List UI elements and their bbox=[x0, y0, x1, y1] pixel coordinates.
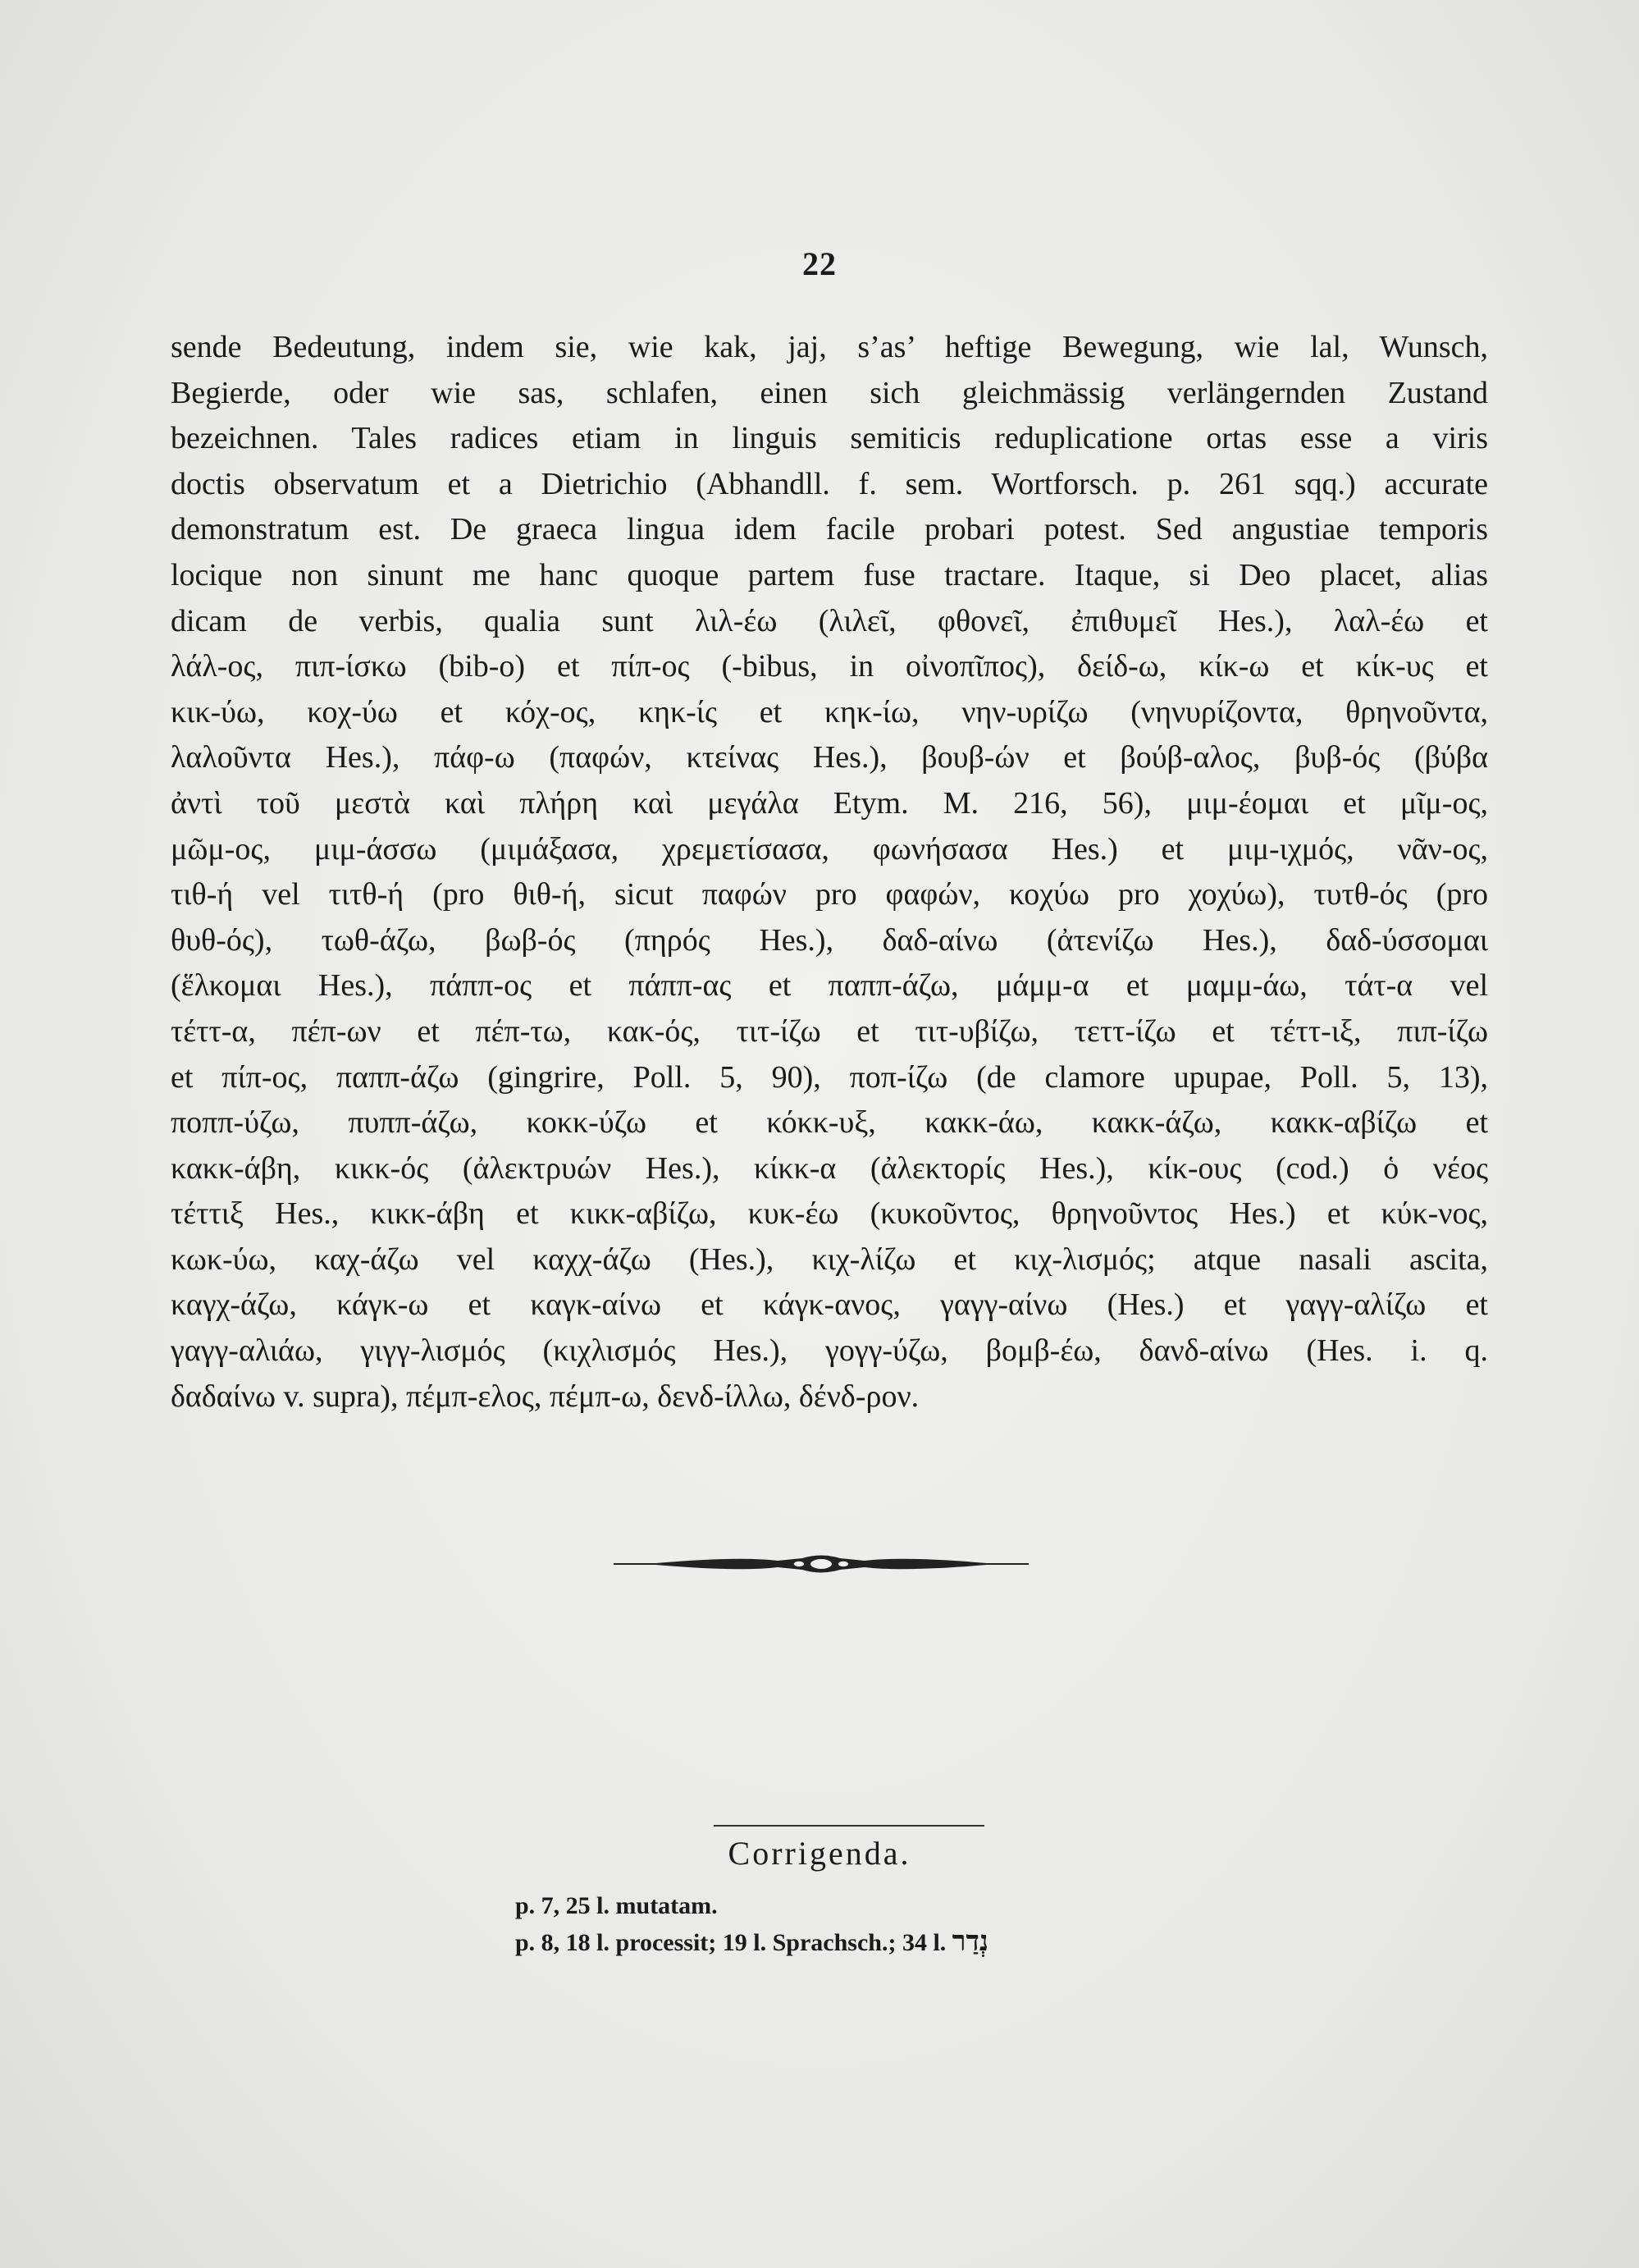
text-line: μῶμ-ος, μιμ-άσσω (μιμάξασα, χρεμετίσασα, φωνήσασα Hes.) et μιμ-ιχμός, νᾶν-ος, bbox=[171, 831, 1488, 867]
text-line: (ἕλκομαι Hes.), πάππ-ος et πάππ-ας et παππ-άζω, μάμμ-α et μαμμ-άω, τάτ-α vel bbox=[171, 968, 1488, 1004]
text-line: demonstratum est. De graeca lingua idem facile probari potest. Sed angustiae temporis bbox=[171, 512, 1488, 547]
corrigenda-line: p. 7, 25 l. mutatam. bbox=[515, 1892, 718, 1919]
corrigenda-title: Corrigenda. bbox=[728, 1835, 911, 1872]
text-line: γαγγ-αλιάω, γιγγ-λισμός (κιχλισμός Hes.), γογγ-ύζω, βομβ-έω, δανδ-αίνω (Hes. i. q. bbox=[171, 1333, 1488, 1369]
body-text bbox=[171, 325, 1488, 1420]
corrigenda-line bbox=[515, 1925, 988, 1958]
text-line: θυθ-ός), τωθ-άζω, βωβ-ός (πηρός Hes.), δαδ-αίνω (ἀτενίζω Hes.), δαδ-ύσσομαι bbox=[171, 922, 1488, 958]
text-line: locique non sinunt me hanc quoque partem fuse tractare. Itaque, si Deo placet, alias bbox=[171, 557, 1488, 592]
text-line: λαλοῦντα Hes.), πάφ-ω (παφών, κτείνας Hes.), βουβ-ών et βούβ-αλος, βυβ-ός (βύβα bbox=[171, 740, 1488, 775]
text-line: τιθ-ή vel τιτθ-ή (pro θιθ-ή, sicut παφών pro φαφών, κοχύω pro χοχύω), τυτθ-ός (pro bbox=[171, 877, 1488, 912]
text-line: τέττ-α, πέπ-ων et πέπ-τω, κακ-ός, τιτ-ίζω et τιτ-υβίζω, τεττ-ίζω et τέττ-ιξ, πιπ-ίζω bbox=[171, 1013, 1488, 1049]
text-line: δαδαίνω v. supra), πέμπ-ελος, πέμπ-ω, δενδ-ίλλω, δένδ-ρον. bbox=[171, 1379, 920, 1414]
text-line: κικ-ύω, κοχ-ύω et κόχ-ος, κηκ-ίς et κηκ-ίω, νην-υρίζω (νηνυρίζοντα, θρηνοῦντα, bbox=[171, 694, 1488, 729]
corrigenda-line-text: p. 8, 18 l. processit; 19 l. Sprachsch.; 34 l. bbox=[515, 1929, 947, 1956]
corrigenda-rule bbox=[714, 1825, 984, 1827]
text-line: et πίπ-ος, παππ-άζω (gingrire, Poll. 5, 90), ποπ-ίζω (de clamore upupae, Poll. 5, 13), bbox=[171, 1059, 1488, 1095]
text-line: bezeichnen. Tales radices etiam in linguis semiticis reduplicatione ortas esse a viris bbox=[171, 421, 1488, 456]
ornamental-divider bbox=[614, 1546, 1029, 1580]
text-line: λάλ-ος, πιπ-ίσκω (bib-o) et πίπ-ος (-bibus, in οἰνοπῖπος), δείδ-ω, κίκ-ω et κίκ-υς et bbox=[171, 649, 1488, 684]
text-line: ποππ-ύζω, πυππ-άζω, κοκκ-ύζω et κόκκ-υξ, κακκ-άω, κακκ-άζω, κακκ-αβίζω et bbox=[171, 1105, 1488, 1141]
page-number: 22 bbox=[802, 245, 837, 282]
text-line: κωκ-ύω, καχ-άζω vel καχχ-άζω (Hes.), κιχ-λίζω et κιχ-λισμός; atque nasali ascita, bbox=[171, 1241, 1488, 1277]
text-line: dicam de verbis, qualia sunt λιλ-έω (λιλεῖ, φθονεῖ, ἐπιθυμεῖ Hes.), λαλ-έω et bbox=[171, 603, 1488, 638]
text-line: καγχ-άζω, κάγκ-ω et καγκ-αίνω et κάγκ-ανος, γαγγ-αίνω (Hes.) et γαγγ-αλίζω et bbox=[171, 1287, 1488, 1323]
text-line: ἀντὶ τοῦ μεστὰ καὶ πλήρη καὶ μεγάλα Etym. M. 216, 56), μιμ-έομαι et μῖμ-ος, bbox=[171, 785, 1488, 821]
text-line: κακκ-άβη, κικκ-ός (ἀλεκτρυών Hes.), κίκκ-α (ἀλεκτορίς Hes.), κίκ-ους (cod.) ὁ νέος bbox=[171, 1150, 1488, 1186]
text-line: Begierde, oder wie sas, schlafen, einen sich gleichmässig verlängernden Zustand bbox=[171, 375, 1488, 410]
text-line: doctis observatum et a Dietrichio (Abhandll. f. sem. Wortforsch. p. 261 sqq.) accurate bbox=[171, 466, 1488, 501]
hebrew-word: נְדַר bbox=[952, 1925, 988, 1958]
text-line: τέττιξ Hes., κικκ-άβη et κικκ-αβίζω, κυκ-έω (κυκοῦντος, θρηνοῦντος Hes.) et κύκ-νος, bbox=[171, 1196, 1488, 1232]
text-line: sende Bedeutung, indem sie, wie kak, jaj, s’as’ heftige Bewegung, wie lal, Wunsch, bbox=[171, 330, 1488, 364]
